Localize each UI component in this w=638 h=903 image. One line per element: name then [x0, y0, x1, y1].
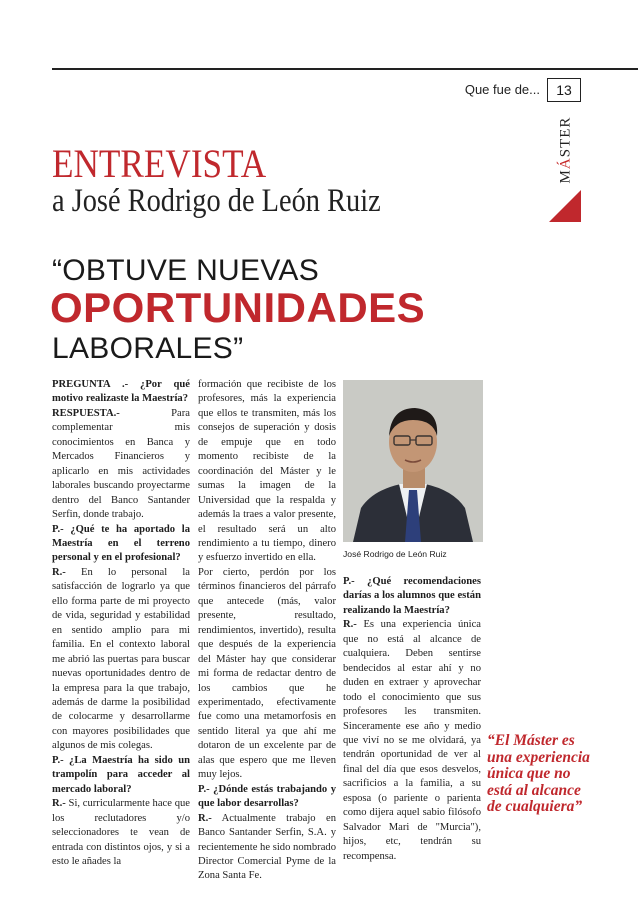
corner-triangle-icon: [549, 190, 581, 222]
photo-caption: José Rodrigo de León Ruiz: [343, 549, 447, 559]
text-column-2: [198, 378, 336, 884]
answer-label: R.-: [198, 812, 212, 824]
portrait-illustration: [343, 380, 483, 542]
question-4: P.- ¿Dónde estás trabajando y que labor desarrollas?: [198, 783, 336, 810]
headline-line-2: OPORTUNIDADES: [50, 284, 426, 331]
headline-line-3: LABORALES”: [52, 332, 244, 365]
answer-text: Para complementar mis conocimientos en Banca y Mercados Financieros y aplicarlo en mis actividades laborales buscando proyectarme dentro del Banco Santander Serfin, donde trabajo.: [52, 407, 190, 521]
answer-text: Si, curricularmente hace que los reclutadores y/o seleccionadores te vean de entrada con distintos ojos, y si a esto le añades la: [52, 798, 190, 867]
section-title: Que fue de...: [464, 82, 540, 97]
answer-2: [52, 566, 190, 754]
answer-4: [198, 812, 336, 884]
answer-1: [52, 407, 190, 523]
answer-3-continued: formación que recibiste de los profesores, más la experiencia que ellos te transmiten, más los consejos de superación y dosis de empuje que en todo momento recibiste de la coordinación del Máster y le sumas la imagen de la Universidad que la respalda y además la traes a valor presente, el resultado será un alto rendimiento a tu tiempo, dinero y esfuerzo invertido en ella.: [198, 379, 336, 564]
answer-text: En lo personal la satisfacción de lograrlo ya que ello forma parte de mi proyecto de vida, seguridad y estabilidad en sentido amplio para mi familia. En el contexto laboral me abrió las puertas para buscar nuevas oportunidades dentro de la empresa para la que trabajo, además de darme la posibilidad de colocarme y desarrollarme con mayores posibilidades que algunos de mis colegas.: [52, 566, 190, 752]
top-rule: [52, 68, 638, 70]
text-column-3: [343, 575, 481, 864]
question-3: P.- ¿La Maestría ha sido un trampolín para acceder al mercado laboral?: [52, 754, 190, 795]
answer-3: [52, 797, 190, 869]
portrait-photo: [343, 380, 483, 542]
answer-text: Actualmente trabajo en Banco Santander Serfin, S.A. y recientemente he sido nombrado Director Comercial Pyme de la Zona Santa Fe.: [198, 812, 336, 882]
article-kicker: ENTREVISTA: [52, 141, 267, 186]
answer-label: RESPUESTA.-: [52, 407, 120, 419]
answer-text: Es una experiencia única que no está al alcance de cualquiera. Deben sentirse bendecidos al estar ahí y no duden en extraer y aprovechar todo el conocimiento que sus profesores les transmiten. Sinceramente ese año y medio que viví no se me olvidará, ya tendrán oportunidad de ver al final del día que esos desvelos, sacrificios a la familia, a su esposa (o pariente o parienta como dijera aquel sabio filósofo Salvador Mari de "Murcia"), hijos, etc, tendrán su recompensa.: [343, 619, 481, 862]
pull-quote: “El Máster es una experiencia única que no está al alcance de cualquiera”: [487, 732, 590, 815]
headline-line-1: “OBTUVE NUEVAS: [52, 254, 320, 287]
answer-label: R.-: [343, 619, 357, 631]
answer-label: R.-: [52, 566, 66, 578]
page-number: 13: [547, 78, 581, 102]
brand-logo: [552, 110, 580, 190]
brand-text: MÁSTER: [557, 116, 574, 184]
answer-5: [343, 618, 481, 864]
article-subtitle: a José Rodrigo de León Ruiz: [52, 183, 381, 219]
question-2: P.- ¿Qué te ha aportado la Maestría en el terreno personal y en el profesional?: [52, 523, 190, 564]
answer-label: R.-: [52, 798, 66, 810]
text-column-1: [52, 378, 190, 869]
brand-accent-letter: Á: [557, 157, 574, 170]
answer-3-continued-2: Por cierto, perdón por los términos financieros del párrafo que antecede (más, valor presente, resultado, rendimientos, invertido), resulta que después de la experiencia del Máster hay que considerar mi forma de redactar dentro de los cambios que he experimentado, efectivamente fue como una metamorfosis en sentido literal ya que ahí me dotaron de un excelente par de alas que espero que me lleven muy lejos.: [198, 566, 336, 781]
question-1: PREGUNTA .- ¿Por qué motivo realizaste la Maestría?: [52, 379, 190, 405]
question-5: P.- ¿Qué recomendaciones darías a los alumnos que están realizando la Maestría?: [343, 576, 481, 616]
